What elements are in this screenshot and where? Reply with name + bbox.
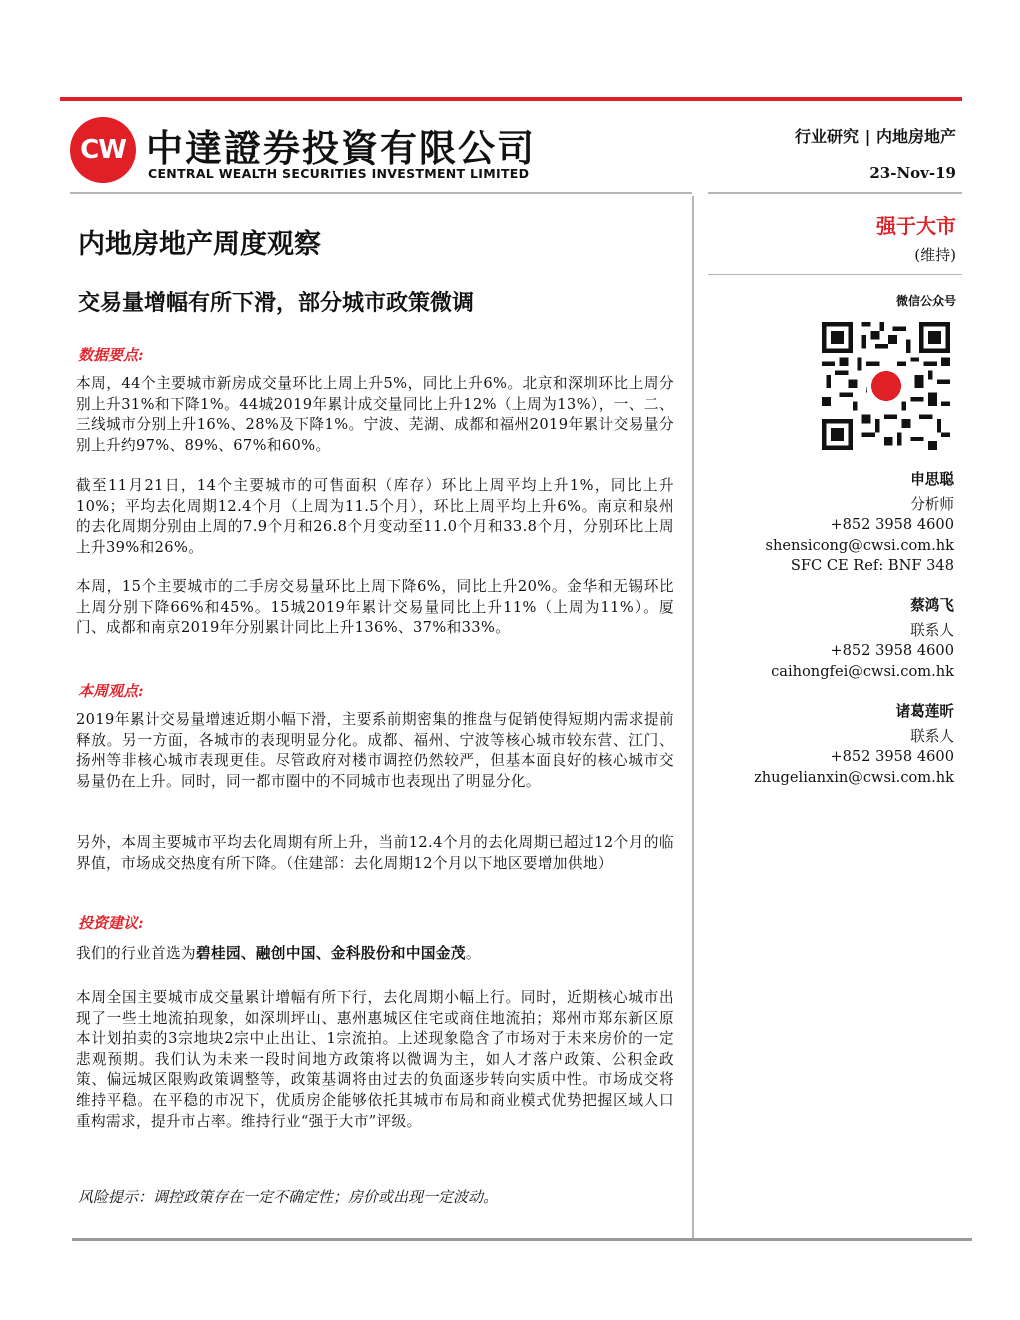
contact-card — [714, 702, 954, 788]
data-points-heading: 数据要点: — [78, 346, 144, 364]
report-subtitle: 交易量增幅有所下滑，部分城市政策微调 — [78, 290, 475, 316]
advice-paragraph: 本周全国主要城市成交量累计增幅有所下行，去化周期小幅上行。同时，近期核心城市出现了一些土地流拍现象，如深圳坪山、惠州惠城区住宅或商住地流拍；郑州市郑东新区原本计划拍卖的3宗地块2宗中止出让、1宗流拍。上述现象隐含了市场对于未来房价的一定悲观预期。我们认为未来一段时间地方政策将以微调为主，如人才落户政策、公积金政策、偏远城区限购政策调整等，政策基调将由过去的负面逐步转向实质中性。市场成交将维持平稳。在平稳的市况下，优质房企能够依托其城市布局和商业模式优势把握区域人口重构需求，提升市占率。维持行业“强于大市”评级。 — [76, 989, 674, 1130]
report-category: 行业研究 | 内地房地产 — [795, 127, 956, 146]
contact-name: 诸葛莲昕 — [895, 703, 954, 720]
contact-email[interactable]: zhugelianxin@cwsi.com.hk — [754, 768, 954, 786]
advice-picks-line — [76, 944, 674, 965]
contact-phone: +852 3958 4600 — [830, 748, 954, 765]
logo-mark: CW — [80, 135, 126, 165]
rating-divider — [708, 274, 962, 275]
views-heading: 本周观点: — [78, 682, 144, 700]
advice-prefix: 我们的行业首选为 — [76, 945, 196, 962]
contact-role: 联系人 — [910, 727, 954, 745]
contact-phone: +852 3958 4600 — [830, 642, 954, 659]
company-logo — [70, 117, 136, 183]
advice-heading: 投资建议: — [78, 914, 144, 932]
contact-name: 蔡鸿飞 — [910, 597, 954, 614]
contact-email[interactable]: shensicong@cwsi.com.hk — [765, 536, 954, 554]
header-divider-right — [708, 192, 962, 194]
contact-role: 联系人 — [910, 621, 954, 639]
rating-label: 强于大市 — [876, 214, 956, 238]
view-paragraph: 另外，本周主要城市平均去化周期有所上升，当前12.4个月的去化周期已超过12个月的临界值，市场成交热度有所下降。（住建部：去化周期12个月以下地区要增加供地） — [76, 834, 674, 872]
contact-card — [714, 470, 954, 577]
contact-ref: SFC CE Ref: BNF 348 — [790, 557, 954, 574]
contact-name: 申思聪 — [910, 471, 954, 488]
header-red-rule — [60, 97, 962, 101]
wechat-label: 微信公众号 — [895, 294, 956, 308]
data-point-paragraph: 本周，44个主要城市新房成交量环比上周上升5%，同比上升6%。北京和深圳环比上周分别上升31%和下降1%。44城2019年累计成交量同比上升12%（上周为13%），一、二、三线城市分别上升16%、28%及下降1%。宁波、芜湖、成都和福州2019年累计交易量分别上升约97%、89%、67%和60%。 — [76, 375, 674, 454]
risk-warning: 风险提示：调控政策存在一定不确定性；房价或出现一定波动。 — [78, 1188, 499, 1206]
rating-note: (维持) — [914, 246, 956, 264]
contact-card — [714, 596, 954, 682]
header-divider-left — [70, 192, 692, 194]
view-paragraph: 2019年累计交易量增速近期小幅下滑，主要系前期密集的推盘与促销使得短期内需求提前释放。另一方面，各城市的表现明显分化。成都、福州、宁波等核心城市较东营、江门、扬州等非核心城市表现更佳。尽管政府对楼市调控仍然较严，但基本面良好的核心城市交易量仍在上升。同时，同一都市圈中的不同城市也表现出了明显分化。 — [76, 711, 674, 790]
report-title: 内地房地产周度观察 — [78, 229, 321, 260]
contact-email[interactable]: caihongfei@cwsi.com.hk — [771, 662, 954, 680]
company-name-en: CENTRAL WEALTH SECURITIES INVESTMENT LIMITED — [148, 166, 530, 181]
data-point-paragraph: 本周，15个主要城市的二手房交易量环比上周下降6%，同比上升20%。金华和无锡环比上周分别下降66%和45%。15城2019年累计交易量同比上升11%（上周为11%）。厦门、成都和南京2019年分别累计同比上升136%、37%和33%。 — [76, 578, 674, 637]
contact-role: 分析师 — [910, 495, 954, 513]
company-name-cn: 中達證券投資有限公司 — [146, 127, 536, 170]
advice-suffix: 。 — [465, 945, 481, 962]
data-point-paragraph: 截至11月21日，14个主要城市的可售面积（库存）环比上周平均上升1%，同比上升10%；平均去化周期12.4个月（上周为11.5个月），环比上周平均上升6%。南京和泉州的去化周期分别由上周的7.9个月和26.8个月变动至11.0个月和33.8个月，分别环比上周上升39%和26%。 — [76, 477, 674, 556]
contact-phone: +852 3958 4600 — [830, 516, 954, 533]
qr-code-icon — [822, 322, 950, 450]
column-divider — [692, 196, 694, 1238]
advice-picks: 碧桂园、融创中国、金科股份和中国金茂 — [195, 945, 466, 962]
footer-rule — [72, 1238, 972, 1241]
report-date: 23-Nov-19 — [869, 164, 956, 182]
